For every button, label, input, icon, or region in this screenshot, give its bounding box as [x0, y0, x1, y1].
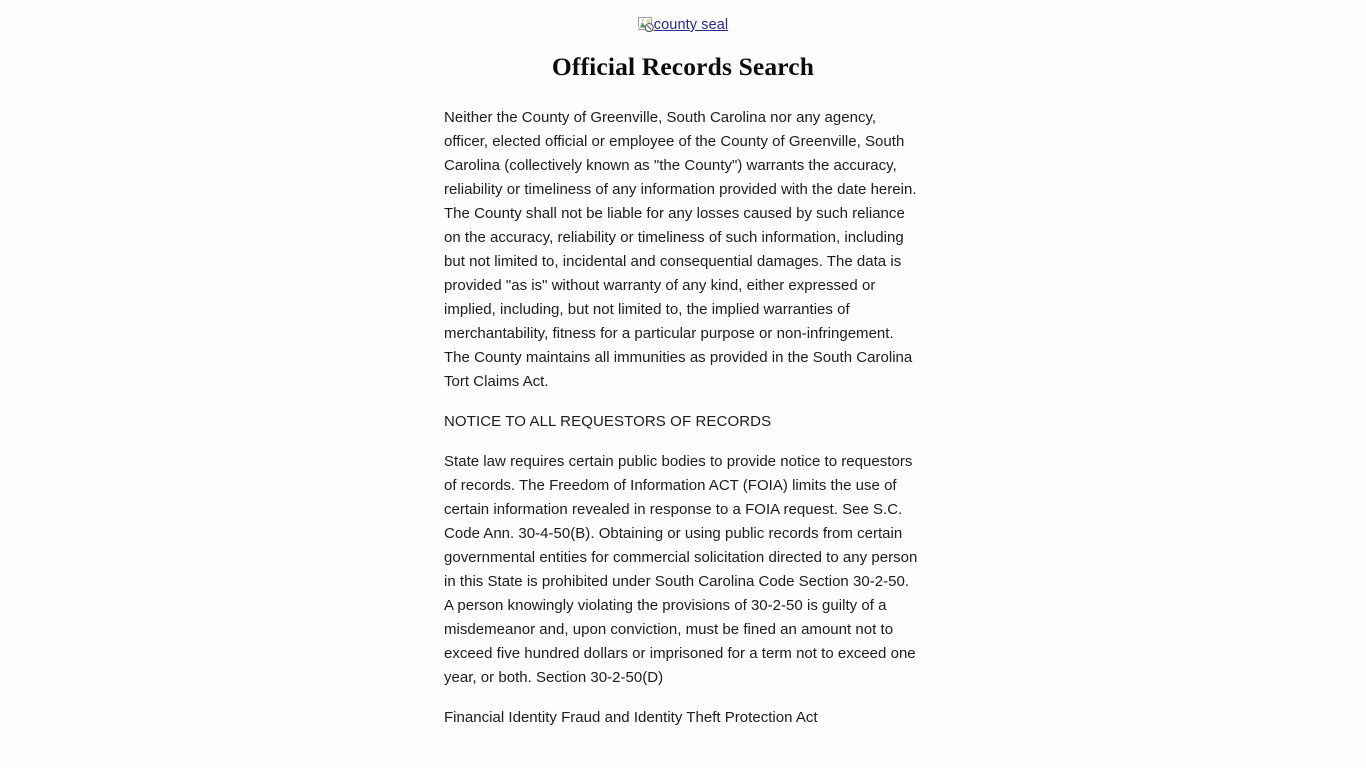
- paragraph-disclaimer: Neither the County of Greenville, South Carolina nor any agency, officer, elected official or employee of the County of Greenville, South Carolina (collectively known as "the County") warrants the accuracy, reliability or timeliness of any information provided with the date herein. The County shall not be liable for any losses caused by such reliance on the accuracy, reliability or timeliness of such information, including but not limited to, incidental and consequential damages. The data is provided "as is" without warranty of any kind, either expressed or implied, including, but not limited to, the implied warranties of merchantability, fitness for a particular purpose or non-infringement. The County maintains all immunities as provided in the South Carolina Tort Claims Act.: [444, 109, 917, 390]
- document-body: [444, 82, 920, 730]
- county-seal-container: [0, 0, 1366, 34]
- paragraph-notice-heading: NOTICE TO ALL REQUESTORS OF RECORDS: [444, 413, 772, 430]
- page-title: Official Records Search: [551, 52, 815, 81]
- county-seal-broken-image-link[interactable]: [638, 17, 728, 34]
- broken-image-icon: [638, 17, 654, 33]
- county-seal-alt-text: county seal: [653, 17, 729, 33]
- paragraph-foia-notice: State law requires certain public bodies to provide notice to requestors of records. The Freedom of Information ACT (FOIA) limits the use of certain information revealed in response to a FOIA request. See S.C. Code Ann. 30-4-50(B). Obtaining or using public records from certain governmental entities for commercial solicitation directed to any person in this State is prohibited under South Carolina Code Section 30-2-50. A person knowingly violating the provisions of 30-2-50 is guilty of a misdemeanor and, upon conviction, must be fined an amount not to exceed five hundred dollars or imprisoned for a term not to exceed one year, or both. Section 30-2-50(D): [444, 453, 918, 686]
- paragraph-identity-fraud-heading: Financial Identity Fraud and Identity Theft Protection Act: [444, 709, 818, 726]
